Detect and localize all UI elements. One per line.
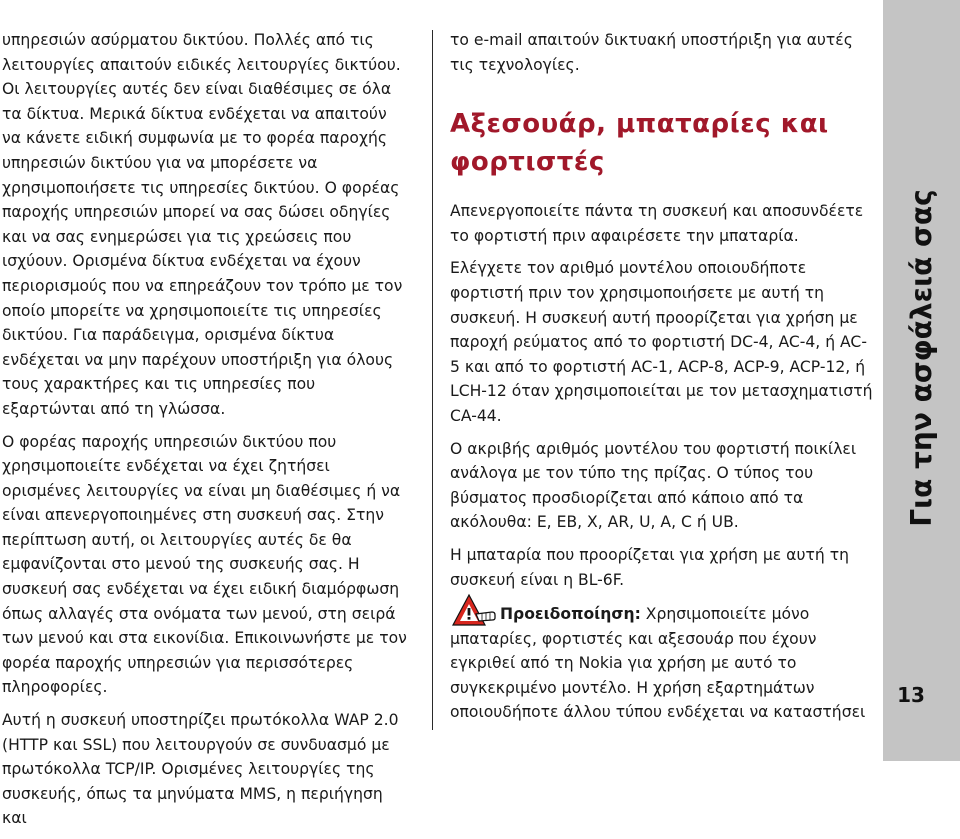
warning-block <box>450 602 875 725</box>
body-paragraph: Απενεργοποιείτε πάντα τη συσκευή και αποσυνδέετε το φορτιστή πριν αφαιρέσετε την μπαταρία. <box>450 202 864 245</box>
body-paragraph: Αυτή η συσκευή υποστηρίζει πρωτόκολλα WAP 2.0 (HTTP και SSL) που λειτουργούν σε συνδυασμό με πρωτόκολλα TCP/IP. Ορισμένες λειτουργίες της συσκευής, όπως τα μηνύματα MMS, η περιήγηση και <box>2 711 399 828</box>
body-paragraph: Η μπαταρία που προορίζεται για χρήση με αυτή τη συσκευή είναι η BL-6F. <box>450 545 849 589</box>
right-column <box>450 28 875 725</box>
left-column <box>2 28 408 839</box>
warning-label: Προειδοποίηση: <box>500 605 641 624</box>
side-tab-title: Για την ασφάλειά σας <box>904 189 938 527</box>
column-divider <box>432 30 433 730</box>
warning-text <box>450 602 875 725</box>
body-paragraph: Ο ακριβής αριθμός μοντέλου του φορτιστή ποικίλει ανάλογα με τον τύπο της πρίζας. Ο τύπος του βύσματος προσδιορίζεται από κάποιο από τα ακόλουθα: E, EB, X, AR, U, A, C ή UB. <box>450 439 857 532</box>
body-paragraph: Ο φορέας παροχής υπηρεσιών δικτύου που χρησιμοποιείτε ενδέχεται να έχει ζητήσει ορισμένες λειτουργίες να είναι μη διαθέσιμες ή να είναι απενεργοποιημένες στη συσκευή σας. Στην περίπτωση αυτή, οι λειτουργίες αυτές δε θα εμφανίζονται στο μενού της συσκευής σας. Η συσκευή σας ενδέχεται να έχει ειδική διαμόρφωση όπως αλλαγές στα ονόματα των μενού, στη σειρά των μενού και στα εικονίδια. Επικοινωνήστε με τον φορέα παροχής υπηρεσιών για περισσότερες πληροφορίες. <box>2 432 407 697</box>
page-number: 13 <box>897 683 925 707</box>
continued-paragraph: το e-mail απαιτούν δικτυακή υποστήριξη για αυτές τις τεχνολογίες. <box>450 31 853 74</box>
body-paragraph: υπηρεσιών ασύρματου δικτύου. Πολλές από τις λειτουργίες απαιτούν ειδικές λειτουργίες δικτύου. Οι λειτουργίες αυτές δεν είναι διαθέσιμες σε όλα τα δίκτυα. Μερικά δίκτυα ενδέχεται να απαιτούν να κάνετε ειδική συμφωνία με το φορέα παροχής υπηρεσιών δικτύου για να μπορέσετε να χρησιμοποιήσετε τις υπηρεσίες δικτύου. Ο φορέας παροχής υπηρεσιών μπορεί να σας δώσει οδηγίες και να σας ενημερώσει για τις χρεώσεις που ισχύουν. Ορισμένα δίκτυα ενδέχεται να έχουν περιορισμούς που να επηρεάζουν τον τρόπο με τον οποίο μπορείτε να χρησιμοποιείτε τις υπηρεσίες δικτύου. Για παράδειγμα, ορισμένα δίκτυα ενδέχεται να μην παρέχουν υποστήριξη για όλους τους χαρακτήρες και τις υπηρεσίες που εξαρτώνται από τη γλώσσα. <box>2 31 403 418</box>
section-title: Αξεσουάρ, μπαταρίες και φορτιστές <box>450 109 829 178</box>
warning-triangle-hand-icon <box>452 592 496 630</box>
body-paragraph: Ελέγχετε τον αριθμό μοντέλου οποιουδήποτε φορτιστή πριν τον χρησιμοποιήσετε με αυτή τη συσκευή. Η συσκευή αυτή προορίζεται για χρήση με παροχή ρεύματος από το φορτιστή DC-4, AC-4, ή AC-5 και από το φορτιστή AC-1, ACP-8, ACP-9, ACP-12, ή LCH-12 όταν χρησιμοποιείται με τον μετασχηματιστή CA-44. <box>450 259 873 425</box>
warning-body: Χρησιμοποιείτε μόνο μπαταρίες, φορτιστές και αξεσουάρ που έχουν εγκριθεί από τη Nokia για χρήση με αυτό το συγκεκριμένο μοντέλο. Η χρήση εξαρτημάτων οποιουδήποτε άλλου τύπου ενδέχεται να καταστήσει <box>450 605 866 722</box>
